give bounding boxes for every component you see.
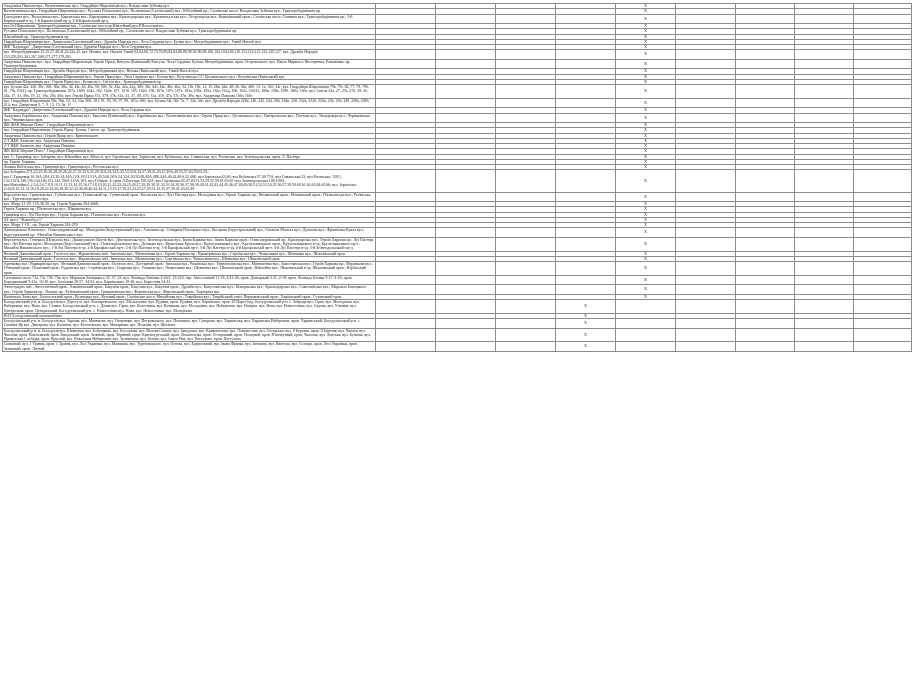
- table-row: [3, 275, 912, 285]
- empty-cell: [376, 192, 436, 202]
- empty-cell: [795, 342, 854, 352]
- empty-cell: [795, 275, 854, 285]
- empty-cell: [854, 50, 912, 60]
- mark-cell: X: [616, 14, 676, 24]
- empty-cell: [736, 328, 795, 342]
- empty-cell: [556, 275, 616, 285]
- address-cell: Богодухівський р-н, м. Богодухів вул. Дерстуса, вул. Котляревського, вул. Москаленко, вул. Рудівка, пров. Рудівка, вул. Харківська, пров. 20 Партз'їзду; Богодухівський р-н, с. Забродя вул. Гірна, вул. Молодіжна, вул. Набережна, вул. Нова, вул. Сільвас Богодухівський р-н, с. Дачна вул. Гірна, вул. Колесника, вул. Куликова, вул. Молодіжна, вул. Набережна, вул. Нагірна, вул. Нова, вул. Новоселівка, вул. Садова, вул. Учнівна, вул. Центральна, пров. Центральний; Богодухівський р-н, с. Новоселівка вул. Нова, вул. Новоселівка, вул. Молодіжна: [3, 300, 376, 314]
- table-row: [3, 342, 912, 352]
- empty-cell: [376, 59, 436, 69]
- empty-cell: [616, 342, 676, 352]
- empty-cell: [376, 14, 436, 24]
- empty-cell: [736, 98, 795, 108]
- outage-schedule-sheet: [2, 3, 912, 352]
- empty-cell: [676, 50, 736, 60]
- empty-cell: [496, 275, 556, 285]
- empty-cell: [616, 319, 676, 329]
- mark-cell: X: [616, 85, 676, 99]
- empty-cell: [376, 319, 436, 329]
- address-cell: Академіка Павлова вул.; Героїв Праці вул.; Кричевського: [3, 133, 376, 138]
- mark-cell: X: [616, 251, 676, 256]
- address-cell: Руслана Плохольної вул.; Познанська (Салтівський) вул.; Юбілейний пр.; Салтівське шосе; Владислава Зубенка вул.; Тракторобудівників пр.: [3, 29, 376, 34]
- empty-cell: [436, 275, 496, 285]
- empty-cell: [676, 228, 736, 238]
- empty-cell: [795, 59, 854, 69]
- mark-cell: X: [616, 98, 676, 108]
- empty-cell: [556, 113, 616, 123]
- mark-cell: X: [616, 29, 676, 34]
- empty-cell: [376, 328, 436, 342]
- empty-cell: [496, 342, 556, 352]
- empty-cell: [736, 285, 795, 295]
- mark-cell: X: [616, 256, 676, 261]
- empty-cell: [616, 328, 676, 342]
- address-cell: вул. Гвардійців-Широнінців; Героїв Праці; Бучми; Світла; пр. Тракторобудівників: [3, 128, 376, 133]
- mark-cell: X: [616, 123, 676, 128]
- address-cell: Великий Данилівський пров.; Гастелло вул.; Журавлівська наб.; Ізюмська вул.; Матюшенка вул.; Сергіївська вул.; Чепкосвина вул.; Шевченка вул.; Шпилівський пров.: [3, 256, 376, 261]
- empty-cell: [736, 59, 795, 69]
- address-cell: вул.Гв.Широнінців, Тракторобудівників вул., Салтівське шосе,пр.Ювілейний,вул.Р.Плохольного,.: [3, 24, 376, 29]
- table-row: [3, 50, 912, 60]
- empty-cell: [676, 98, 736, 108]
- table-row: [3, 98, 912, 108]
- empty-cell: [556, 262, 616, 276]
- empty-cell: [496, 85, 556, 99]
- empty-cell: [676, 59, 736, 69]
- empty-cell: [736, 170, 795, 192]
- empty-cell: [556, 14, 616, 24]
- empty-cell: [616, 300, 676, 314]
- table-row: [3, 192, 912, 202]
- mark-cell: X: [616, 170, 676, 192]
- mark-cell: X: [616, 294, 676, 299]
- mark-cell: X: [616, 192, 676, 202]
- mark-cell: X: [616, 149, 676, 154]
- empty-cell: [854, 328, 912, 342]
- empty-cell: [436, 237, 496, 251]
- mark-cell: X: [556, 342, 616, 352]
- mark-cell: X: [616, 165, 676, 170]
- address-cell: вул. С. Грицевця, вул. Зубарева, вул. Ювілейна, вул. Юності, вул. Горлівська, вул. Зорінська, вул. Кубанська, вул. Сивашська, вул. Роганська, вул. Зеленодольська, пров. Л. Пастера: [3, 154, 376, 159]
- empty-cell: [854, 300, 912, 314]
- mark-cell: X: [616, 24, 676, 29]
- mark-cell: X: [616, 207, 676, 212]
- address-cell: Верстатна вул.; Грицевця вул.; Губкінська вул.; Гутянський пр.; Гутянський пров.; Котласька вул.; Лугі Пастера вул.; Молодіжна вул.; Героїв Харкова пр.; Неманський пров.; Неманський пров.; П'ятихатська вул.; Роганська вул.; Тургеногорського вул.: [3, 192, 376, 202]
- address-cell: Верстатна вул.; Генерала Шумілова вул.; Дашкедзького Кіптів вул.; Дністровська вул.; Зеленодольська вул.; Івана Каркача вул.; Івана Каркача пров.; Олександрівський пр.; Красноярська вул.; Героїв Харкова пр.; Луї Пастера вул.; Луї Пастера пров.; Молодіжна (Індустріальний) вул.; Помоморськівська вул.; Душкова вул.; Франтішка Крала вул.; Кручельницького вул.; Кручельницького пров.; Кручельницького в-зд; Кручельницького пр-т; Михайла Вишинського вул.; 1-й Луї Пастера в-зд; 2-й Бірофільськй пр-т; 2-й Луї Пастера в-зд; 3-й Бірофільськй пр-т; 3-й Луї Пастера в-зд; 4-й Бірофільськй пр-т; 4-й Луї Пастера в-зд; 5-й Зеленодольський пр-д: [3, 237, 376, 251]
- empty-cell: [736, 85, 795, 99]
- empty-cell: [556, 237, 616, 251]
- empty-cell: [676, 237, 736, 251]
- empty-cell: [795, 14, 854, 24]
- empty-cell: [795, 228, 854, 238]
- empty-cell: [376, 342, 436, 352]
- empty-cell: [854, 14, 912, 24]
- mark-cell: X: [616, 154, 676, 159]
- mark-cell: X: [556, 300, 616, 314]
- mark-cell: X: [616, 74, 676, 79]
- address-cell: Гвардійців-Широнінців вул.; Дружби Народів вул.; Метробудівників вул.; Нечака (Київський) вул.; Ужвій Наталії вул.: [3, 69, 376, 74]
- table-row: [3, 113, 912, 123]
- empty-cell: [736, 50, 795, 60]
- empty-cell: [436, 262, 496, 276]
- empty-cell: [376, 228, 436, 238]
- address-cell: Автостраднs наб.; Автостаттний пров.; Азматинський пров.; Бакуліна пров.; Бакуліна вул.; Бакуліна пров.; Дружби вул.; Капустянська вул.; Кемерівська вул.; Краснодарська вул.; Самсонівська вул.; Маршала Батицького вул.; Героїв Харкова пр.; Пацаку пр.; Рубежанський пров.; Грищатинська вул.; Ферганська вул.; Ферганський пров.; Харгеріна вул.: [3, 285, 376, 295]
- empty-cell: [854, 342, 912, 352]
- empty-cell: [436, 85, 496, 99]
- mark-cell: X: [616, 4, 676, 9]
- address-cell: вул.Зубарева;27А,23,25,30,26,28,20,26,24,27,35,35А,31,29,32А,34,34А,35,53,33А,33,37,39,41,43,47,49А,49,55,57,63,59,61,53,; вул.С.Грицевця:16,16А,20А,12,20,14,14А,12А,18,51,51А,45,54А,50А,54,52А,50,50,48,48А,48Б,44А,46,42,46А,52,46Б; вул.Зорінська:43,46; вул.Кубанська:57,40,75А; вул.Сивашська:33; вул.Роганська: 150/1, 132,132А,140,156,144,146,152,142,156А,143А,165; вул.Губкіна: 4; пров.Л.Пастера:150,32А; вул.Горлівська:45,47,49,51,53,55,57,59,61,63,65; вул.Зеленодольська:108,108А; вул.Ювілейна:1,2,3,4,5,6,7,8,9,10,11,12,13,14,15,16,17,18,19,20,21,22,23,24,25,26,27,28,29,30,31,32,33,34,35,36,37,38,39,40,41,42,43,44,45,46,47,48,49,50,51,52,53,54,55,56,57,58,59,60,61,62,63,64,65,66; вул. Зорінська: 2,4,6,8,10,12,14,16,18,20,22,24,26,28,30,32,34,36,38,40,42,44,11,13,15,17,19,21,23,25,27,29,31,33,35,37,39,41,43,45,49: [3, 170, 376, 192]
- address-cell: Богодухівський р-н, м. Богодухів вул. Шевченка, вул. Бабушкова, вул. Бессонова, вул. Віталія Сапєна, вул. Заводська, вул. Кривоносова, вул. Ломоносова, вул. Остерська, вул. 8 Березня, пров. 8 Березня, вул. Чапаєв, вул. Чкалова, пров. Вокзальний, пров. Заводський, пров. Зелений, пров. Тернний, пров. Красноуртський, пров. Ломоносова, пров. Остерський, пров. Пошдний, пров. П'ятихутний, пров. Чкалова, вул. Ленська, вул. Бузкова, вул. Приволзька Слобідка, пров. Круглий, вул. Вокзальна Набережна, вул. Залізнична, вул. Зелена, вул. Свята Ріка, вул. Пастухова, пров. Пастухова: [3, 328, 376, 342]
- empty-cell: [556, 59, 616, 69]
- address-cell: Валентинівська вул.; Гвардійців-Широнінців вул.; Руслана Плохольної вул.; Познанська (Салтівський) вул.; Юбілейний пр.; Салтівське шосе; Владислава Зубенка вул.; Тракторобудівників пр.: [3, 9, 376, 14]
- empty-cell: [556, 98, 616, 108]
- address-cell: ЖК ЖБК Мерлин Плюс", Гвардійців-Широнінців вул.: [3, 123, 376, 128]
- mark-cell: X: [556, 328, 616, 342]
- empty-cell: [854, 170, 912, 192]
- mark-cell: X: [616, 212, 676, 217]
- table-row: [3, 285, 912, 295]
- empty-cell: [376, 300, 436, 314]
- address-cell: Героїв Харкова пр.; П'ятихатська вул.; Шарикова вул.: [3, 207, 376, 212]
- mark-cell: X: [616, 202, 676, 207]
- mark-cell: X: [556, 319, 616, 329]
- empty-cell: [736, 275, 795, 285]
- empty-cell: [854, 237, 912, 251]
- empty-cell: [376, 85, 436, 99]
- empty-cell: [376, 170, 436, 192]
- mark-cell: X: [616, 50, 676, 60]
- empty-cell: [736, 228, 795, 238]
- empty-cell: [436, 50, 496, 60]
- table-row: [3, 170, 912, 192]
- empty-cell: [795, 98, 854, 108]
- empty-cell: [436, 192, 496, 202]
- mark-cell: X: [616, 79, 676, 84]
- mark-cell: X: [616, 144, 676, 149]
- empty-cell: [736, 14, 795, 24]
- empty-cell: [854, 228, 912, 238]
- empty-cell: [496, 50, 556, 60]
- empty-cell: [795, 285, 854, 295]
- empty-cell: [496, 285, 556, 295]
- address-cell: вул. Миру 1-18, , пр. Героїв Харкова 244-259: [3, 223, 376, 228]
- empty-cell: [496, 98, 556, 108]
- empty-cell: [676, 262, 736, 276]
- empty-cell: [676, 85, 736, 99]
- empty-cell: [795, 300, 854, 314]
- empty-cell: [376, 262, 436, 276]
- empty-cell: [736, 319, 795, 329]
- empty-cell: [854, 59, 912, 69]
- empty-cell: [795, 85, 854, 99]
- table-row: [3, 85, 912, 99]
- mark-cell: X: [616, 133, 676, 138]
- empty-cell: [436, 228, 496, 238]
- empty-cell: [676, 328, 736, 342]
- empty-cell: [376, 285, 436, 295]
- empty-cell: [496, 319, 556, 329]
- empty-cell: [795, 170, 854, 192]
- empty-cell: [795, 262, 854, 276]
- empty-cell: [496, 237, 556, 251]
- empty-cell: [436, 170, 496, 192]
- mark-cell: X: [616, 113, 676, 123]
- table-row: [3, 59, 912, 69]
- address-cell: НАТ Богодухівський молокомбінат: [3, 313, 376, 318]
- empty-cell: [556, 50, 616, 60]
- mark-cell: X: [616, 159, 676, 164]
- address-cell: вул. Гвардійців Широнінців 50а, 50в, 52, 54, 54а, 50б, 101, 91, 93, 95, 97, 99, 101а, 66б; вул. Бучми 34г, 30г, 7а, 7, 32в, 34г; вул. Дружби Народів 228а, 240, 242, 244, 246, 234в, 228, 232а, 232б, 232в, 234, 236, 238, 238а, 238б, 214; вул. Джерельна 5, 7, 9, 13, 15, 9а, 11: [3, 98, 376, 108]
- table-row: [3, 328, 912, 342]
- empty-cell: [496, 262, 556, 276]
- empty-cell: [676, 192, 736, 202]
- empty-cell: [795, 237, 854, 251]
- empty-cell: [436, 98, 496, 108]
- empty-cell: [496, 228, 556, 238]
- address-cell: вул. Метробудівників 15,25,27,40,41,42,42а,43, вул. Нечака, вул. Наталії Ужвій 62,64,66,72,74,76,80,82,84,86,88,90,92,96,98,100,102,104,106,110,112,114,121,123,125,127, вул. Дружби Народів 253,259,261,263,267,269,271,277,279,281: [3, 50, 376, 60]
- empty-cell: [854, 262, 912, 276]
- empty-cell: [736, 300, 795, 314]
- table-row: [3, 319, 912, 329]
- empty-cell: [795, 50, 854, 60]
- address-cell: ЖФ "Кадандра"; Джерельна (Салтівський) вул.; Дружби Народів вул.; Леся Сердюка вул.: [3, 45, 376, 50]
- mark-cell: X: [616, 69, 676, 74]
- empty-cell: [676, 14, 736, 24]
- address-cell: АТ трест "Житлобуд-1": [3, 217, 376, 222]
- address-cell: Благодатна вул.; Волохівська вул.; Карпатська вул.; Карпущенка вул.; Краснодарська вул.; Кронштадтська вул.; Острогорськ вул.; Куньківський пров.; Салтівське шосе; Совнина вул.; Тракторобудівників пр.; 1-й Карпатський в-зд; 1-й Карпатський пр-д; 2-й Карпатський пр-д: [3, 14, 376, 24]
- table-row: [3, 237, 912, 251]
- address-cell: Салтівське шосе 71а, 73г, 73б, 73в; вул. Маршала Батицького 35, 37, 22; вул. Леонида Левенка 4-26/2, 13-210; пер. Автостатний 11-33; 4/41-26; пров. Донецький 3-21, 2-18; пров. Леонида Боєнка 5-17, 4-16; пров. Бородянський 9-23а, 16-30; вул. Алхімова 29-57, 34-52; вул. Харківських 10-26; вул. Берестова 24-42: [3, 275, 376, 285]
- empty-cell: [436, 113, 496, 123]
- empty-cell: [436, 59, 496, 69]
- address-cell: Богодухівський р-н, м. Богодухів вул. Зарічна, вул. Матюкова, вул. Озерченко, вул. Петровського, вул. Поповича, вул. Суворова, вул. Харківська, вул. Харківська Набережна, пров. Харківський; Богодухівський р-н, с. Семенів Яр вул. Дмитрова, вул. Калініна, вул. Котляєвська, вул. Макаренка, вул. Польова, вул. Шкільна: [3, 319, 376, 329]
- address-cell: Гвардійців-Широнінців вул.; Джерельна (Салтівський) вул.; Дружби Народів вул.; Леся Сердюка вул.; Бучми вул.; Метробудівників вул.; Ужвій Наталії вул.: [3, 39, 376, 44]
- empty-cell: [556, 192, 616, 202]
- address-cell: Великий Данилівський пров.; Гастелло вул.; Журавлівська наб.; Ізюмська вул.; Матюшенка вул.; Героїв Харкова пр.; Примерівська вул.; Сергіївська вул.; Чепкосвина вул.; Шевченка вул.; Шпилівський пров.: [3, 251, 376, 256]
- empty-cell: [496, 14, 556, 24]
- address-cell: Академіка Павлова вул.; Гвардійців-Широнінців вул.; Героїв Праці вул.; Леся Сердюка вул.; Бучми вул.; Кутузівська С/С Ціолковського вул.; Кутузівська (Київський) вул.: [3, 74, 376, 79]
- empty-cell: [496, 328, 556, 342]
- empty-cell: [376, 98, 436, 108]
- address-cell: вул. Миру 21-29, 11А,5Б,5б, пр. Героїв Харкова 264-266Е,: [3, 202, 376, 207]
- empty-cell: [795, 319, 854, 329]
- empty-cell: [736, 237, 795, 251]
- empty-cell: [676, 275, 736, 285]
- table-row: [3, 300, 912, 314]
- empty-cell: [436, 14, 496, 24]
- empty-cell: [376, 113, 436, 123]
- empty-cell: [795, 192, 854, 202]
- address-cell: Академіка Павлова вул.; вул. Гвардійців-Широнінців; Героїв Праці; Кнігуча (Київський) Кнігуча; Леся Сердюка; Бучми; Метробудівників; пров. Островського; вул. Павла Мирного; Нестеренка; Романенка; пр. Тракторобудівників: [3, 59, 376, 69]
- empty-cell: [854, 85, 912, 99]
- address-table-body: [3, 4, 912, 352]
- mark-cell: X: [616, 285, 676, 295]
- empty-cell: [496, 300, 556, 314]
- empty-cell: [736, 262, 795, 276]
- mark-cell: X: [616, 138, 676, 143]
- address-cell: Академіка Барабашова вул.; Академіка Павлова вул.; Бакуліна (Київський) вул.; Барабашова вул.; Валентинівська вул.; Героїв Праці вул.; Луганськього вул.; Центральська вул.; Потічна вул.; Тимуровців вул.; Черняківська вул.; Чернявських пров.: [3, 113, 376, 123]
- mark-cell: X: [616, 9, 676, 14]
- empty-cell: [436, 328, 496, 342]
- table-row: [3, 228, 912, 238]
- empty-cell: [676, 319, 736, 329]
- empty-cell: [854, 275, 912, 285]
- empty-cell: [376, 50, 436, 60]
- empty-cell: [676, 285, 736, 295]
- mark-cell: X: [616, 237, 676, 251]
- mark-cell: X: [616, 217, 676, 222]
- address-cell: Гвардійців-Широнінців вул.; Героїв Праці вул.; Бучми вул.; Світла вул.; Тракторобудівників пр.: [3, 79, 376, 84]
- mark-cell: X: [616, 108, 676, 113]
- empty-cell: [854, 98, 912, 108]
- address-cell: пр. Героїв Харкова: [3, 159, 376, 164]
- empty-cell: [436, 300, 496, 314]
- mark-cell: X: [616, 39, 676, 44]
- address-cell: ЖК ЖБК Мерлин Плюс", Гвардійців-Широнінців вул.: [3, 149, 376, 154]
- mark-cell: X: [616, 262, 676, 276]
- address-cell: 2-Т ЖБК Акантан, вул. Академіка Павлова: [3, 144, 376, 149]
- empty-cell: [854, 192, 912, 202]
- empty-cell: [736, 192, 795, 202]
- address-cell: Академіка Павлова вул.; Валентинівська вул.; Гвардійців-Широнінців вул.; Владислава Зубенка вул.: [3, 4, 376, 9]
- mark-cell: X: [616, 228, 676, 238]
- empty-cell: [736, 342, 795, 352]
- empty-cell: [496, 59, 556, 69]
- empty-cell: [436, 342, 496, 352]
- table-row: [3, 14, 912, 24]
- address-cell: Камінська Зоєва вул.; Белоостогний пров.; Кузнецька вул.; Кутовий пров.; Салтівське шосе; Михайлова вул.; Таврійська вул.; Таврійський узвіз; Перкововський пров.; Харківський пров.; Гутянський пров.: [3, 294, 376, 299]
- mark-cell: X: [616, 59, 676, 69]
- empty-cell: [436, 319, 496, 329]
- address-cell: Грицевця вул.; Луї Пастера вул.; Героїв Харкова пр.; П'ятихатська вул.; Роганська вул.: [3, 212, 376, 217]
- empty-cell: [676, 113, 736, 123]
- address-cell: 2-Т ЖБК Акантан, вул. Академіка Павлова: [3, 138, 376, 143]
- table-row: [3, 262, 912, 276]
- mark-cell: X: [616, 45, 676, 50]
- empty-cell: [795, 328, 854, 342]
- empty-cell: [676, 170, 736, 192]
- address-cell: Сонячний, вул. 1 Травня, пров. 1 Травня, вул. Лісі Українки, вул. Мазикова, вул. Туреновського, вул. Огнєва, вул. Будівельний, вул. Івана Франка, вул. Затишна, вул. Вапчука, вул. Сосюра, пров. Лесі Українки, пров. Затишний, пров. Лесний: [3, 342, 376, 352]
- empty-cell: [854, 113, 912, 123]
- empty-cell: [676, 342, 736, 352]
- address-cell: Артемівка вул.; Варварівська вул.; Великий Данилівський пров.; Гастелло вул.; Догтарний пров.; Ізюмська вул.; Рижівська вул.; Тернополівська вул.; Матюшенка вул.; Замостянська вул.; Героїв Харкова пр.; Мураньова вул.; Обводний пров.; Пошговий пров.; Рудківська вул.; Сергіївська вул.; Спартака вул.; Ушакова вул.; Чепкосвина вул.; Шевченка вул.; Шпилівський пров.; Ювілейна вул.; Шпилівський в-зд; Шпилівський пров.; Юр'ївський пров.: [3, 262, 376, 276]
- empty-cell: [556, 85, 616, 99]
- empty-cell: [376, 275, 436, 285]
- mark-cell: X: [616, 275, 676, 285]
- empty-cell: [795, 113, 854, 123]
- mark-cell: X: [556, 313, 616, 318]
- mark-cell: X: [616, 223, 676, 228]
- empty-cell: [556, 170, 616, 192]
- empty-cell: [736, 113, 795, 123]
- address-cell: Дашкедзького Кіптів вул.; Олександрівський пр.; Молодіжна (Індустріальний) вул.; Алешина пр.; Северина Потоцького вул.; Косарєва (Індустріальний) вул.; Ольміча Момота вул.; Душкова вул.; Франтішка Крала вул.; Індустріальний пр.; Михайла Вишинського вул.: [3, 228, 376, 238]
- address-table: [2, 3, 912, 352]
- mark-cell: X: [616, 34, 676, 39]
- address-cell: Ломака Кобзеська вул.; Грицевця вул.; Грицевця вул.; Ростовська вул.: [3, 165, 376, 170]
- empty-cell: [854, 285, 912, 295]
- address-cell: Ювілейний пр.; Тракторобудівників пр.: [3, 34, 376, 39]
- empty-cell: [496, 170, 556, 192]
- empty-cell: [496, 192, 556, 202]
- address-cell: вул. Бучми 42а, 42б, 30е, 30б, 30в, 38а, 44, 44г, 46, 46а, 50, 50б, 52, 44а, 42а, 42д, 40б, 36г, 44з, 44е, 46з, 46а, 52, 18г, 18з, 12, 15, 26в, 44в, 4К 36, 36а, 46б, 13, 1а, 32б, 34г; вул. Гвардійців Широнінців 79в, 79г, 82, 77, 79, 79б, 81, 79а, 81(2); пр. Тракторобудівників 107а, 160б, 162а, 162, 162в, 107, 101б, 105, 162б, 158, 107в, 107г, 107з, 103а, 105в, 105а, 162г, 162д, 160, 162з, 156/41, 160в, 158а, 158б, 160а, 160г; вул. Світла 23а, 27, 27а, 27б, 39, 43, 43а, 17, 41, 39а, 19, 21, 19а, 29а, 49а; вул. Героїв Праці 37а, 37б, 37в, 31а, 41, 37, 49, 47б, 31а, 31б, 47а, 37г, 47в, 49а; вул. Академіка Павлова 160г, 160з: [3, 85, 376, 99]
- empty-cell: [496, 113, 556, 123]
- empty-cell: [436, 285, 496, 295]
- empty-cell: [854, 319, 912, 329]
- empty-cell: [556, 228, 616, 238]
- empty-cell: [376, 237, 436, 251]
- mark-cell: X: [616, 128, 676, 133]
- empty-cell: [556, 285, 616, 295]
- address-cell: ЖФ "Кадандра"; Джерельна (Салтівський) вул.; Дружби Народів вул.; Леся Сердюка вул.: [3, 108, 376, 113]
- empty-cell: [676, 300, 736, 314]
